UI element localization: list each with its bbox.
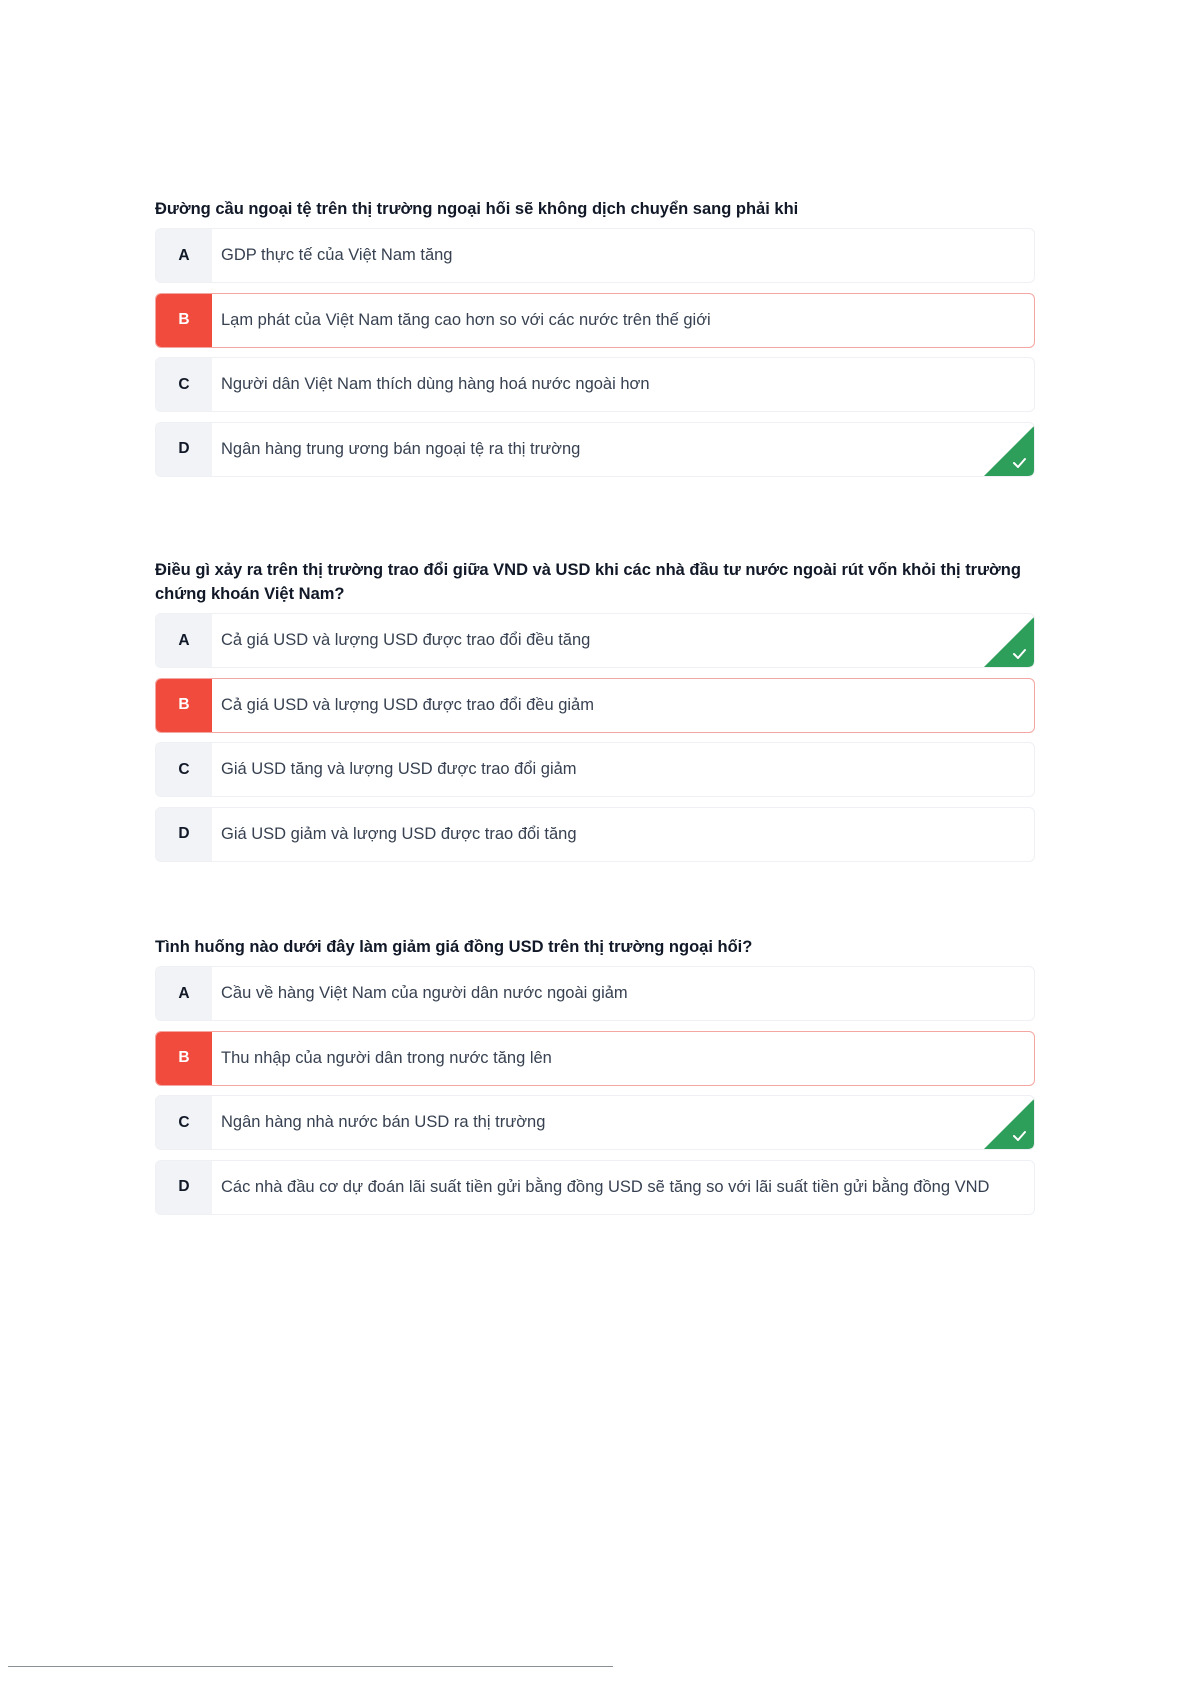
question-text: Đường cầu ngoại tệ trên thị trường ngoại hối sẽ không dịch chuyển sang phải khi [155,200,799,218]
question-text: Tình huống nào dưới đây làm giảm giá đồng USD trên thị trường ngoại hối? [155,938,753,956]
option-letter: C [156,743,212,796]
option-d[interactable] [155,807,1035,862]
option-text: Lạm phát của Việt Nam tăng cao hơn so với các nước trên thế giới [221,310,711,329]
option-text: GDP thực tế của Việt Nam tăng [221,246,453,264]
option-a[interactable] [155,228,1035,283]
option-text: Cả giá USD và lượng USD được trao đổi đều giảm [221,695,594,714]
footer-divider [8,1666,613,1667]
option-letter: B [156,679,212,732]
option-letter: B [156,294,212,347]
option-letter: D [156,808,212,861]
question-2 [155,558,1035,871]
option-b-wrong[interactable] [155,678,1035,733]
check-icon [984,1099,1034,1149]
option-a[interactable] [155,966,1035,1021]
option-b-wrong[interactable] [155,293,1035,348]
option-a-correct[interactable] [155,613,1035,668]
option-text: Ngân hàng trung ương bán ngoại tệ ra thị trường [221,439,581,458]
check-icon [984,617,1034,667]
question-text: Điều gì xảy ra trên thị trường trao đổi giữa VND và USD khi các nhà đầu tư nước ngoài rút vốn khỏi thị trường chứng khoán Việt Nam? [155,561,1021,603]
option-letter: C [156,1096,212,1149]
option-letter: D [156,423,212,476]
option-letter: B [156,1032,212,1085]
option-text: Người dân Việt Nam thích dùng hàng hoá nước ngoài hơn [221,375,650,394]
option-letter: C [156,358,212,411]
option-c[interactable] [155,742,1035,797]
option-letter: A [156,229,212,282]
question-1 [155,197,1035,486]
option-b-wrong[interactable] [155,1031,1035,1086]
option-letter: D [156,1161,212,1214]
option-c-correct[interactable] [155,1095,1035,1150]
option-text: Giá USD giảm và lượng USD được trao đổi tăng [221,824,577,843]
option-text: Cả giá USD và lượng USD được trao đổi đều tăng [221,631,591,649]
option-letter: A [156,967,212,1020]
option-letter: A [156,614,212,667]
option-text: Các nhà đầu cơ dự đoán lãi suất tiền gửi bằng đồng USD sẽ tăng so với lãi suất tiền gửi bằng đồng VND [221,1177,990,1196]
option-text: Ngân hàng nhà nước bán USD ra thị trường [221,1113,546,1132]
check-icon [984,426,1034,476]
option-d[interactable] [155,1160,1035,1215]
option-c[interactable] [155,357,1035,412]
option-text: Thu nhập của người dân trong nước tăng lên [221,1048,552,1067]
option-text: Cầu về hàng Việt Nam của người dân nước ngoài giảm [221,984,628,1002]
question-3 [155,935,1035,1224]
option-text: Giá USD tăng và lượng USD được trao đổi giảm [221,760,577,779]
option-d-correct[interactable] [155,422,1035,477]
